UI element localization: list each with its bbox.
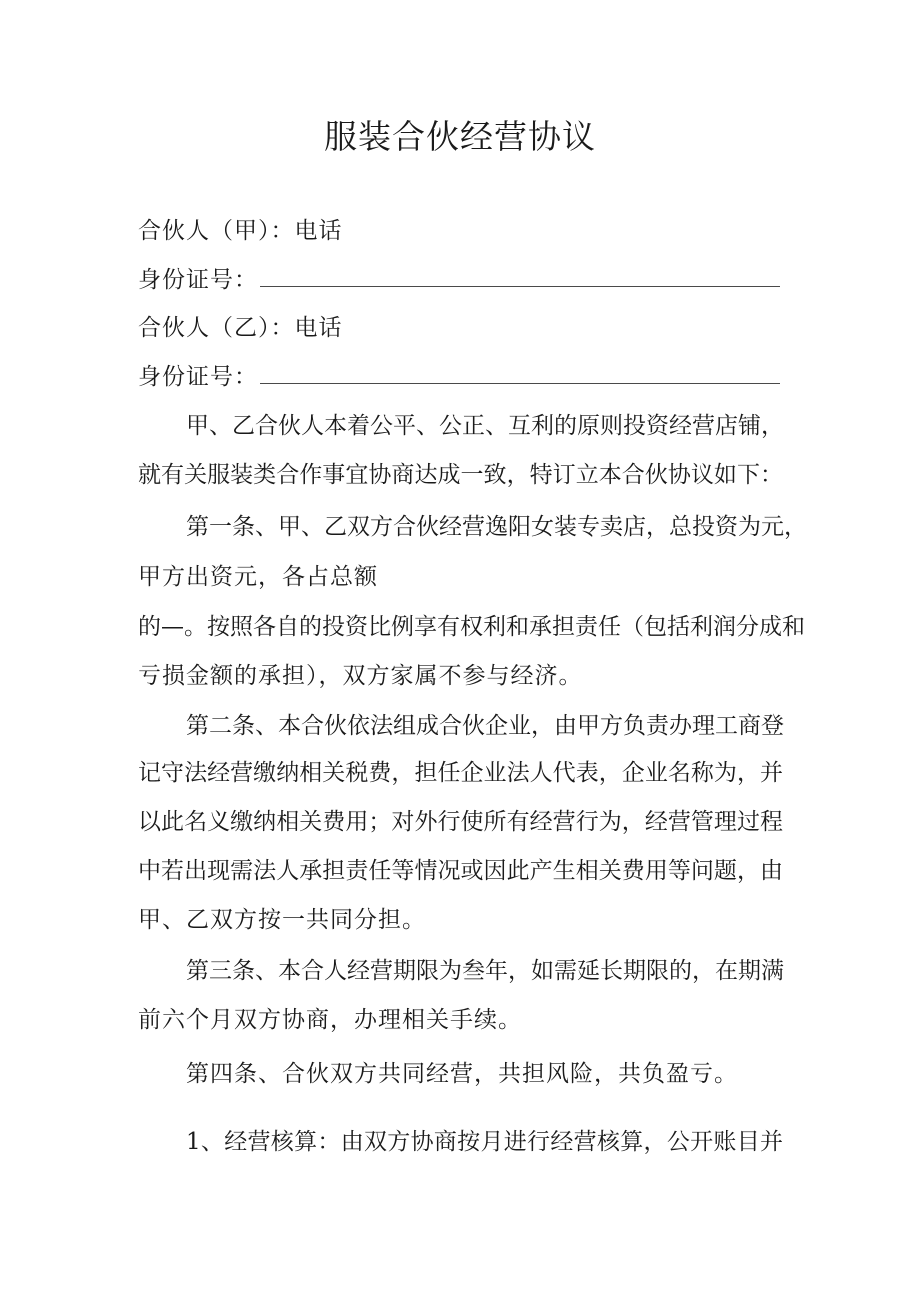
party-a-id-row [138,264,780,296]
paragraph-line: 甲方出资元，各占总额 [138,564,378,590]
paragraph-line: 中若出现需法人承担责任等情况或因此产生相关费用等问题，由 [138,858,783,884]
party-b-id-label: 身份证号： [138,364,258,390]
paragraph-line: 第四条、合伙双方共同经营，共担风险，共负盈亏。 [186,1061,738,1087]
document-title: 服装合伙经营协议 [324,117,596,156]
paragraph-line: 1、经营核算：由双方协商按月进行经营核算，公开账目并 [186,1129,783,1155]
paragraph-line: 前六个月双方协商，办理相关手续。 [138,1007,522,1033]
paragraph-line: 亏损金额的承担），双方家属不参与经济。 [138,663,583,689]
paragraph-line: 甲、乙双方按一共同分担。 [138,907,426,933]
party-a-id-label: 身份证号： [138,267,258,293]
party-b-line: 合伙人（乙）：电话 [138,315,343,341]
party-a-id-blank-line [260,266,780,287]
paragraph-line: 第一条、甲、乙双方合伙经营逸阳女装专卖店，总投资为元， [186,514,807,540]
paragraph-line: 的—。按照各自的投资比例享有权利和承担责任（包括利润分成和 [138,614,805,640]
paragraph-line: 甲、乙合伙人本着公平、公正、互利的原则投资经营店铺， [186,413,784,439]
party-b-id-row [138,361,780,393]
paragraph-line: 就有关服装类合作事宜协商达成一致，特订立本合伙协议如下： [138,462,783,488]
party-a-line: 合伙人（甲）：电话 [138,218,343,244]
paragraph-line: 第二条、本合伙依法组成合伙企业，由甲方负责办理工商登 [186,713,784,739]
paragraph-line: 第三条、本合人经营期限为叁年，如需延长期限的，在期满 [186,958,784,984]
paragraph-line: 以此名义缴纳相关费用；对外行使所有经营行为，经营管理过程 [138,809,783,835]
party-b-id-blank-line [260,363,780,384]
paragraph-line: 记守法经营缴纳相关税费，担任企业法人代表，企业名称为，并 [138,760,783,786]
